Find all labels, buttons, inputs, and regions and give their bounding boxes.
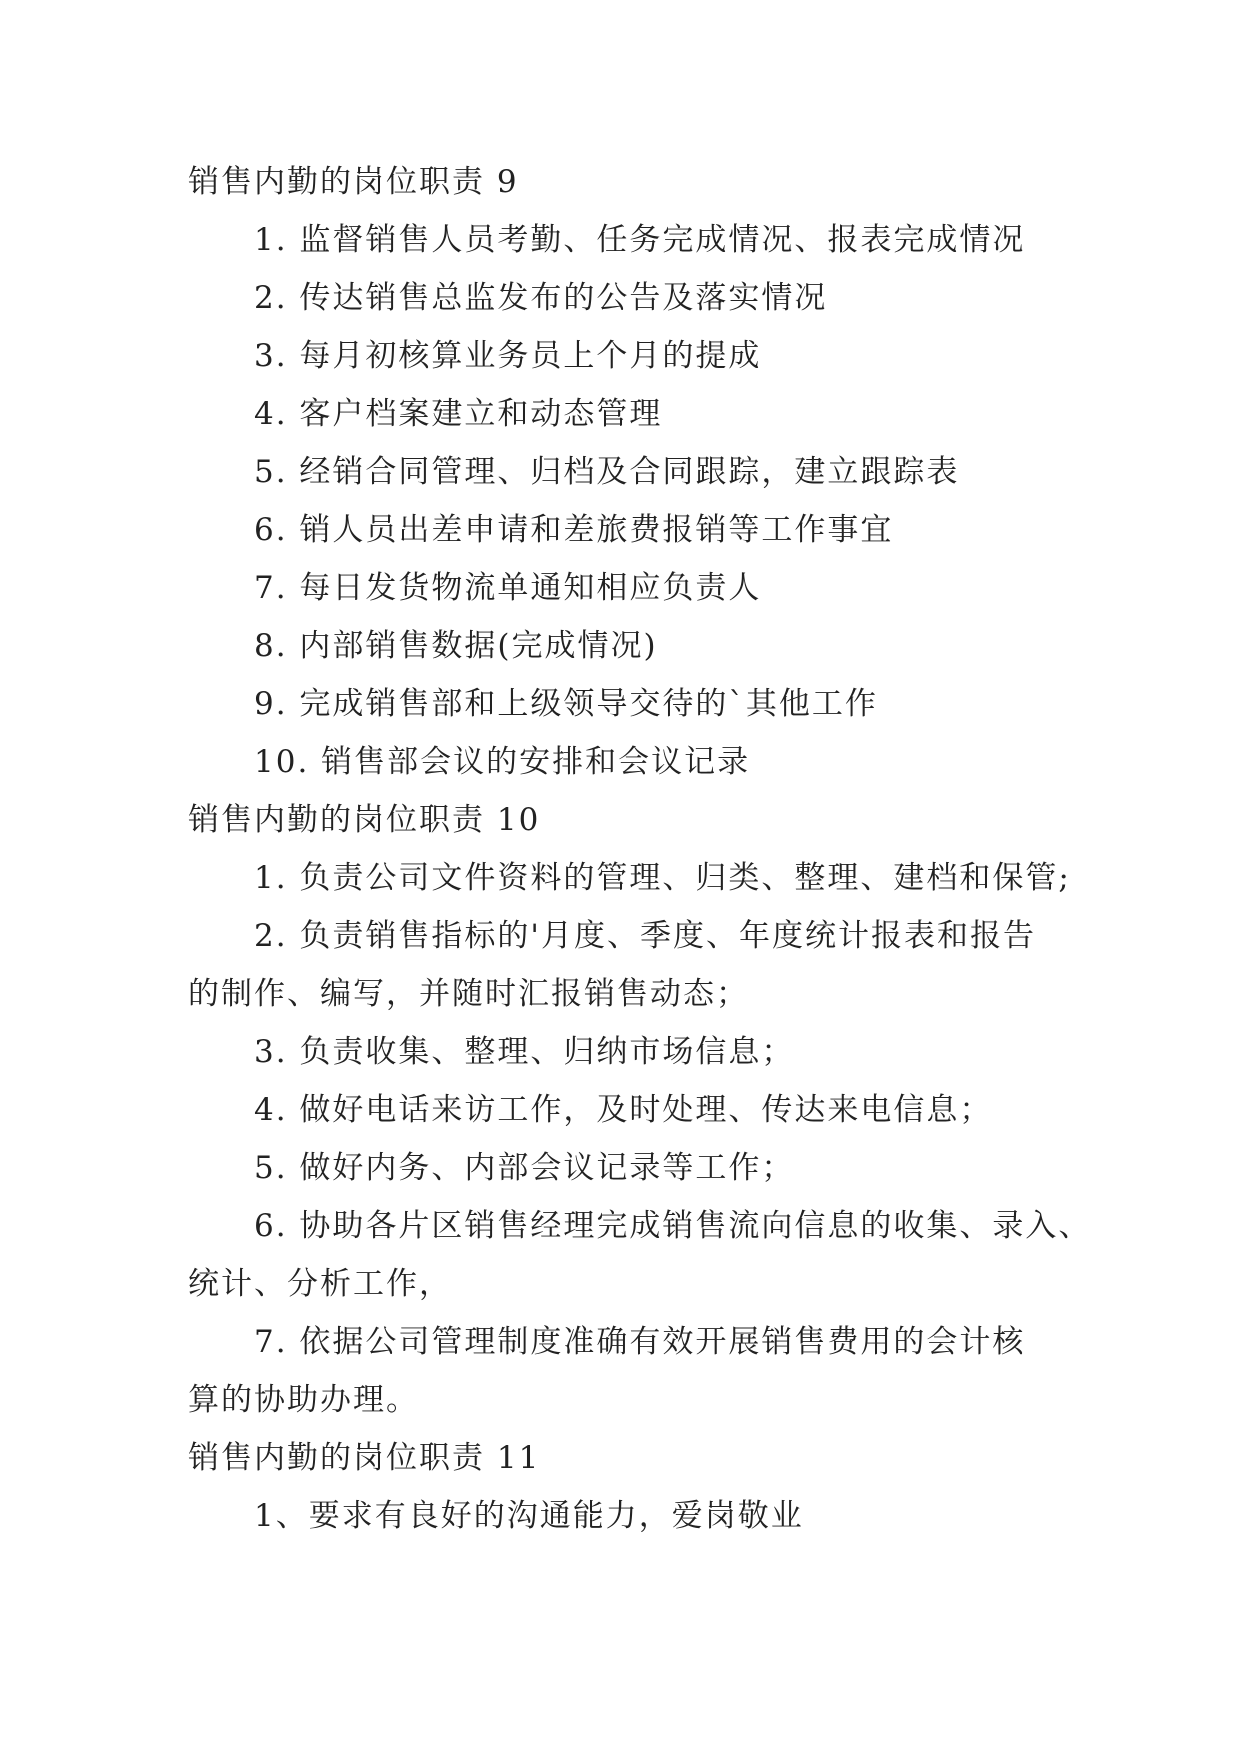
list-item: 8. 内部销售数据(完成情况) bbox=[254, 628, 658, 664]
list-item: 7. 每日发货物流单通知相应负责人 bbox=[254, 570, 762, 606]
list-item-continuation: 统计、分析工作， bbox=[188, 1266, 452, 1302]
list-item: 4. 客户档案建立和动态管理 bbox=[254, 396, 663, 432]
list-item: 2. 传达销售总监发布的公告及落实情况 bbox=[254, 280, 828, 316]
section-title-11: 销售内勤的岗位职责 11 bbox=[188, 1440, 541, 1476]
list-item: 3. 每月初核算业务员上个月的提成 bbox=[254, 338, 762, 374]
list-item: 1. 监督销售人员考勤、任务完成情况、报表完成情况 bbox=[254, 222, 1026, 258]
list-item: 1. 负责公司文件资料的管理、归类、整理、建档和保管; bbox=[254, 860, 1071, 896]
list-item: 10. 销售部会议的安排和会议记录 bbox=[254, 744, 751, 780]
list-item: 3. 负责收集、整理、归纳市场信息； bbox=[254, 1034, 795, 1070]
list-item: 9. 完成销售部和上级领导交待的`其他工作 bbox=[254, 686, 878, 722]
list-item: 7. 依据公司管理制度准确有效开展销售费用的会计核 bbox=[254, 1324, 1026, 1360]
list-item-continuation: 算的协助办理。 bbox=[188, 1382, 419, 1418]
list-item: 4. 做好电话来访工作，及时处理、传达来电信息； bbox=[254, 1092, 993, 1128]
list-item: 6. 销人员出差申请和差旅费报销等工作事宜 bbox=[254, 512, 894, 548]
list-item: 1、要求有良好的沟通能力，爱岗敬业 bbox=[254, 1498, 804, 1534]
section-title-9: 销售内勤的岗位职责 9 bbox=[188, 164, 519, 200]
list-item: 6. 协助各片区销售经理完成销售流向信息的收集、录入、 bbox=[254, 1208, 1092, 1244]
list-item: 5. 经销合同管理、归档及合同跟踪，建立跟踪表 bbox=[254, 454, 960, 490]
list-item: 5. 做好内务、内部会议记录等工作； bbox=[254, 1150, 795, 1186]
section-title-10: 销售内勤的岗位职责 10 bbox=[188, 802, 541, 838]
list-item-continuation: 的制作、编写，并随时汇报销售动态； bbox=[188, 976, 749, 1012]
list-item: 2. 负责销售指标的'月度、季度、年度统计报表和报告 bbox=[254, 918, 1036, 954]
